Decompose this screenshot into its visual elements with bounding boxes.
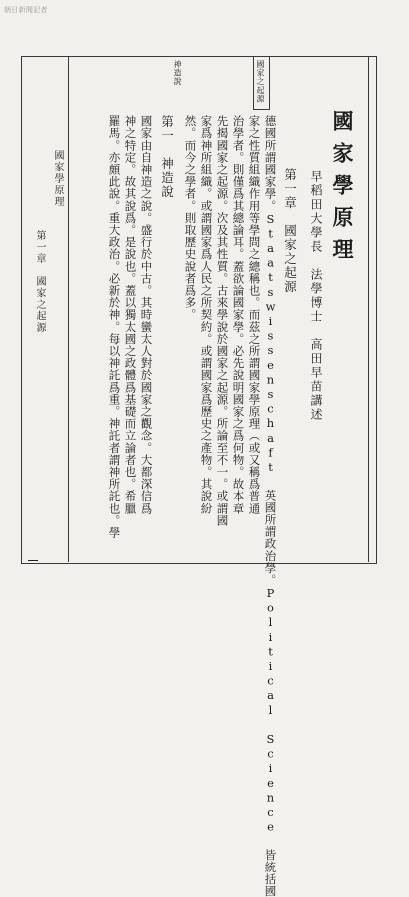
page-number-rule (28, 560, 38, 561)
page-frame (21, 56, 377, 564)
section-running-header: 神造說 (173, 60, 182, 86)
body-column: 家爲神所組織。或謂國家爲人民之所契約。或謂國家爲歷史之產物。其說紛 (199, 115, 214, 515)
side-margin-divider (68, 56, 69, 562)
author-line: 早稻田大學長 法學博士 高田早苗講述 (309, 170, 323, 422)
chapter-heading: 第一章 國家之起源 (282, 168, 298, 294)
body-column: 德國所謂國家學。Staatswissenschaft 英國所謂政治學。Political Science 皆統括國 (263, 115, 278, 897)
book-title: 國家學原理 (330, 110, 355, 270)
side-label-book: 國家學原理 (52, 150, 63, 208)
body-column: 神之特定。故其說爲。是說也。蓋以獨太國之政體爲基礎而立論者也。希臘 (123, 115, 138, 515)
body-column: 國家由自神造之說。盛行於中古。其時蠻太人對於國家之觀念。大都深信爲 (139, 115, 154, 515)
body-column: 羅馬。亦頗此說。重大政治。必新於神。每以神託爲重。神託者謂神所託也。學 (107, 115, 122, 539)
body-column: 然。而今之學者。則取歷史說者爲多。 (183, 115, 198, 321)
running-header: 國家之起源 (256, 60, 265, 103)
body-column: 家之性質組織作用等學問之總稱也。而茲之所謂國家學原理（或又稱爲普通 (247, 115, 262, 515)
body-column: 治學者。則僅爲其總論耳。蓋欲論國家學。必先說明國家之爲何物。故本章 (231, 115, 246, 515)
section-heading: 第一 神造說 (159, 115, 175, 199)
side-label-chapter: 第一章 國家之起源 (34, 230, 45, 334)
frame-inner-rule (368, 56, 369, 562)
body-column: 先揭國家之起源。次及其性質。古來學說於國家之起源。所論至不一。或謂國 (215, 115, 230, 527)
watermark: 朝日新聞記者 (4, 6, 48, 14)
